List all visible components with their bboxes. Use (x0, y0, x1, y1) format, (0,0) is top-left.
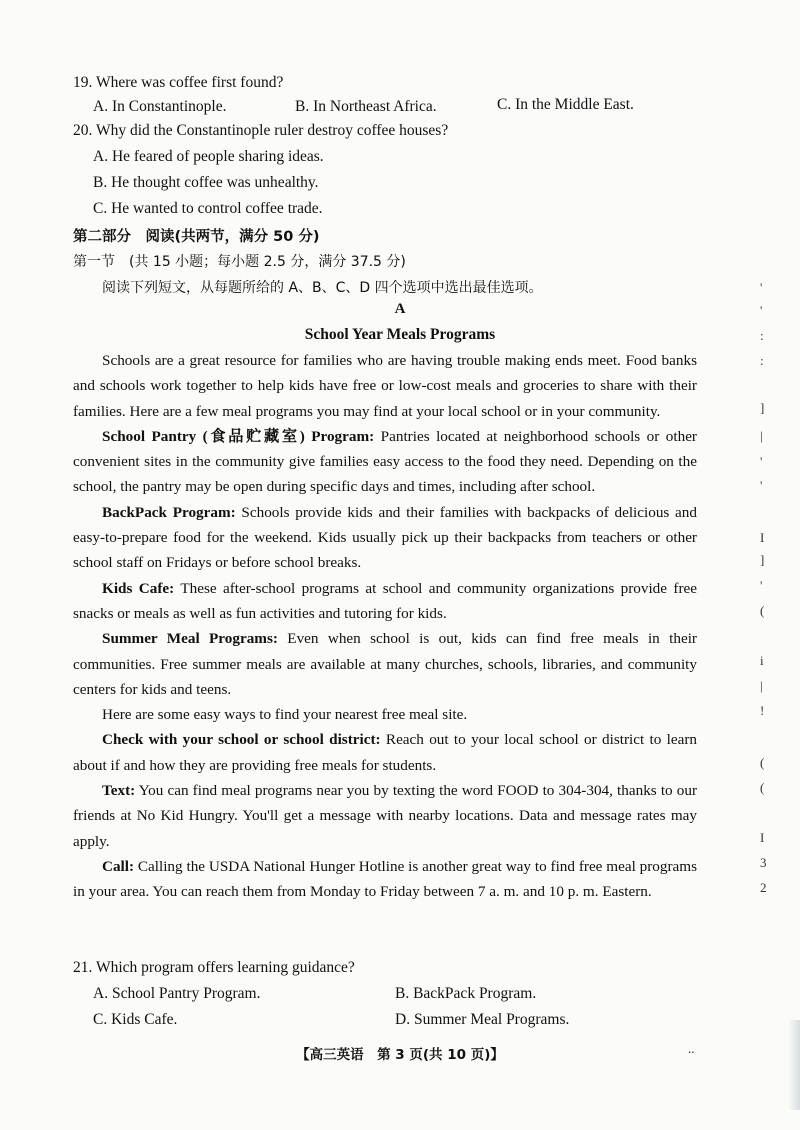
q19-option-a: A. In Constantinople. (93, 98, 227, 115)
summer-meal-paragraph (73, 626, 697, 702)
edge-mark: 3 (760, 855, 767, 870)
edge-mark: : (760, 353, 764, 368)
q21-option-a: A. School Pantry Program. (93, 985, 261, 1002)
check-school-paragraph (73, 727, 697, 778)
q19-option-b: B. In Northeast Africa. (295, 98, 437, 115)
edge-mark: I (760, 830, 765, 845)
call-paragraph (73, 854, 697, 905)
part2-heading: 第二部分 阅读(共两节，满分 50 分) (73, 229, 320, 245)
passage-letter: A (394, 301, 406, 317)
edge-mark: ' (760, 578, 763, 593)
passage-title: School Year Meals Programs (304, 326, 496, 343)
kids-cafe-text: These after-school programs at school and community organizations provide free snacks or meals as well as fun activities and tutoring for kids. (73, 579, 698, 622)
edge-mark: : (760, 328, 764, 343)
edge-mark: ( (760, 780, 765, 795)
q21-option-c: C. Kids Cafe. (93, 1011, 178, 1028)
summer-meal-text: Even when school is out, kids can find free meals in their communities. Free summer meals are available at many churches, schools, libraries, and community centers for kids and teens. (73, 630, 697, 698)
check-school-label: Check with your school or school district: (102, 731, 381, 749)
backpack-text: Schools provide kids and their families with backpacks of delicious and easy-to-prepare food for the weekend. Kids usually pick up their backpacks from teachers or other school staff on Fridays or before school breaks. (73, 503, 697, 572)
call-label: Call: (102, 857, 135, 875)
page-footer: 【高三英语 第 3 页(共 10 页)】 (296, 1047, 504, 1063)
backpack-label: BackPack Program: (102, 503, 236, 521)
edge-mark: ' (760, 280, 763, 295)
call-text: Calling the USDA National Hunger Hotline is another great way to find free meal programs in your area. You can reach them from Monday to Friday between 7 a. m. and 10 p. m. Eastern. (73, 857, 697, 901)
kids-cafe-label: Kids Cafe: (102, 579, 175, 597)
q19-option-c: C. In the Middle East. (497, 96, 634, 113)
question-20: 20. Why did the Constantinople ruler destroy coffee houses? (73, 122, 449, 139)
edge-mark: ( (760, 755, 765, 770)
edge-mark: | (760, 678, 763, 693)
edge-mark: 2 (760, 880, 767, 895)
edge-mark: ] (760, 400, 765, 415)
section1-heading: 第一节 (共 15 小题；每小题 2.5 分，满分 37.5 分) (73, 254, 406, 270)
text-paragraph (73, 778, 697, 854)
question-21: 21. Which program offers learning guidance? (73, 959, 355, 976)
edge-mark: ' (760, 478, 763, 493)
summer-meal-label: Summer Meal Programs: (102, 630, 278, 648)
backpack-paragraph (73, 500, 697, 576)
pantry-text: Pantries located at neighborhood schools or other convenient sites in the community give families easy access to the food they need. Depending on the school, the pantry may be open during specific days and times, including after school. (73, 427, 697, 496)
q21-option-b: B. BackPack Program. (395, 985, 537, 1002)
reading-instruction: 阅读下列短文，从每题所给的 A、B、C、D 四个选项中选出最佳选项。 (102, 280, 543, 296)
edge-mark: ( (760, 603, 765, 618)
pantry-label: School Pantry (食品贮藏室) Program: (102, 427, 375, 445)
corner-mark: .. (688, 1041, 695, 1056)
q20-option-b: B. He thought coffee was unhealthy. (93, 174, 319, 191)
q20-option-a: A. He feared of people sharing ideas. (93, 148, 324, 165)
kids-cafe-paragraph (73, 576, 697, 627)
edge-mark: ] (760, 552, 765, 567)
passage-intro: Schools are a great resource for families who are having trouble making ends meet. Food banks and schools work together to help kids have free or low-cost meals and groceries to share with their families. Here are a few meal programs you may find at your local school or in your community. (73, 352, 697, 420)
pantry-paragraph (73, 424, 697, 500)
easy-ways-paragraph: Here are some easy ways to find your nearest free meal site. (102, 706, 468, 724)
q20-option-c: C. He wanted to control coffee trade. (93, 200, 323, 217)
edge-mark: ' (760, 303, 763, 318)
scan-edge-shadow (788, 1020, 800, 1110)
edge-mark: i (760, 653, 764, 668)
q21-option-d: D. Summer Meal Programs. (395, 1011, 570, 1028)
check-school-text: Reach out to your local school or district to learn about if and how they are providing free meals for students. (73, 731, 698, 774)
text-label: Text: (102, 782, 136, 800)
text-text: You can find meal programs near you by texting the word FOOD to 304-304, thanks to our friends at No Kid Hungry. You'll get a message with nearby locations. Data and message rates may apply. (73, 782, 697, 850)
edge-mark: I (760, 530, 765, 545)
edge-mark: ' (760, 454, 763, 469)
question-19: 19. Where was coffee first found? (73, 74, 284, 91)
edge-mark: ! (760, 703, 765, 718)
passage-body (73, 348, 697, 905)
edge-mark: | (760, 428, 763, 443)
